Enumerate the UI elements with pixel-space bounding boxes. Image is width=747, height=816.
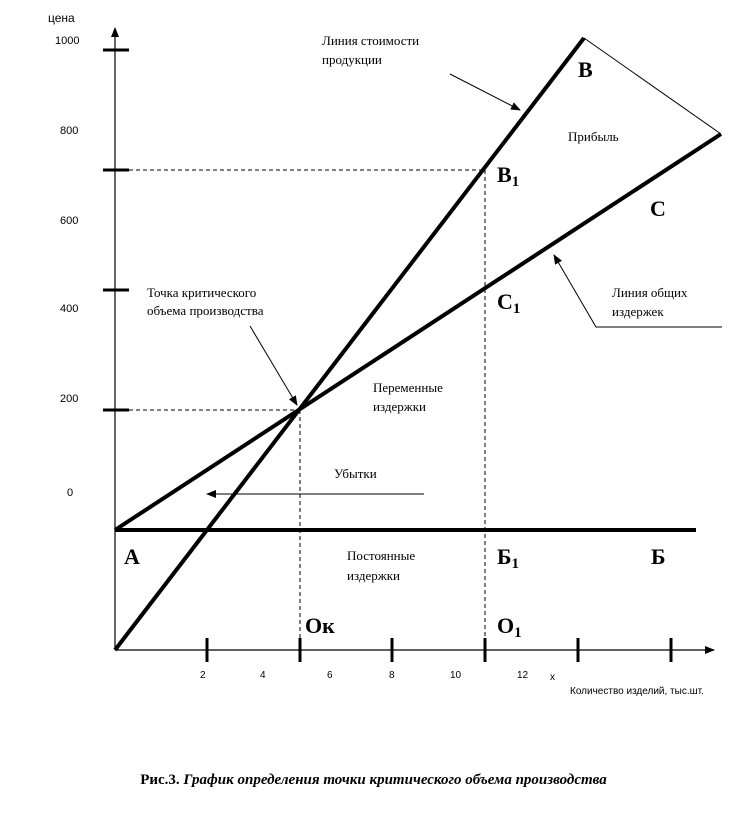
point-label-c1-main: С xyxy=(497,289,513,314)
y-tick-label: 600 xyxy=(60,215,79,227)
annotation-cost-line-2: издержек xyxy=(612,304,664,319)
annotation-revenue-line-2: продукции xyxy=(322,52,382,67)
annotation-revenue-line-1: Линия стоимости xyxy=(322,33,420,48)
figure-caption xyxy=(0,772,747,789)
x-axis-letter: x xyxy=(550,672,555,683)
point-label-o1 xyxy=(497,613,522,641)
caption-prefix: Рис.3. xyxy=(140,772,180,788)
point-label-o1-sub: 1 xyxy=(514,625,522,641)
point-label-bb: Б xyxy=(651,544,666,569)
annotation-variable-costs-1: Переменные xyxy=(373,380,443,395)
x-tick-label: 2 xyxy=(200,670,206,681)
y-tick-label: 800 xyxy=(60,125,79,137)
point-label-b1-sub: 1 xyxy=(511,174,520,190)
profit-connector-line xyxy=(584,38,721,134)
arrow-critical-point xyxy=(250,326,297,405)
point-label-bb1-main: Б xyxy=(497,544,512,569)
x-axis-label: Количество изделий, тыс.шт. xyxy=(570,686,704,697)
annotation-fixed-costs-1: Постоянные xyxy=(347,548,416,563)
point-label-c1 xyxy=(497,289,520,317)
point-label-b: В xyxy=(578,57,593,82)
y-tick-label: 400 xyxy=(60,303,79,315)
y-tick-labels xyxy=(55,35,79,499)
x-tick-label: 12 xyxy=(517,670,529,681)
point-label-o1-main: О xyxy=(497,613,515,638)
y-tick-label: 1000 xyxy=(55,35,80,47)
y-tick-label: 0 xyxy=(67,487,74,499)
arrow-revenue-line xyxy=(450,74,520,110)
y-axis-label: цена xyxy=(48,11,75,25)
annotation-cost-line-1: Линия общих xyxy=(612,285,688,300)
x-tick-label: 8 xyxy=(389,670,395,681)
y-tick-label: 200 xyxy=(60,393,79,405)
point-label-ok: Ок xyxy=(305,613,335,638)
point-label-bb1-sub: 1 xyxy=(511,556,520,572)
point-label-c1-sub: 1 xyxy=(512,301,521,317)
annotation-critical-point-2: объема производства xyxy=(147,303,264,318)
x-tick-label: 10 xyxy=(450,670,462,681)
point-label-b1-main: В xyxy=(497,162,512,187)
annotation-profit: Прибыль xyxy=(568,129,619,144)
x-tick-label: 6 xyxy=(327,670,333,681)
y-tick-marks xyxy=(103,50,129,410)
annotation-critical-point-1: Точка критического xyxy=(147,285,257,300)
x-tick-labels xyxy=(200,670,529,681)
annotation-fixed-costs-2: издержки xyxy=(347,568,400,583)
point-label-bb1 xyxy=(497,544,519,572)
point-label-c: С xyxy=(650,196,666,221)
x-tick-label: 4 xyxy=(260,670,266,681)
series-line-total-cost xyxy=(115,134,721,530)
annotation-losses: Убытки xyxy=(334,466,377,481)
annotation-variable-costs-2: издержки xyxy=(373,399,426,414)
point-label-a: А xyxy=(124,544,140,569)
point-label-b1 xyxy=(497,162,519,190)
caption-text: График определения точки критического объема производства xyxy=(183,772,607,788)
